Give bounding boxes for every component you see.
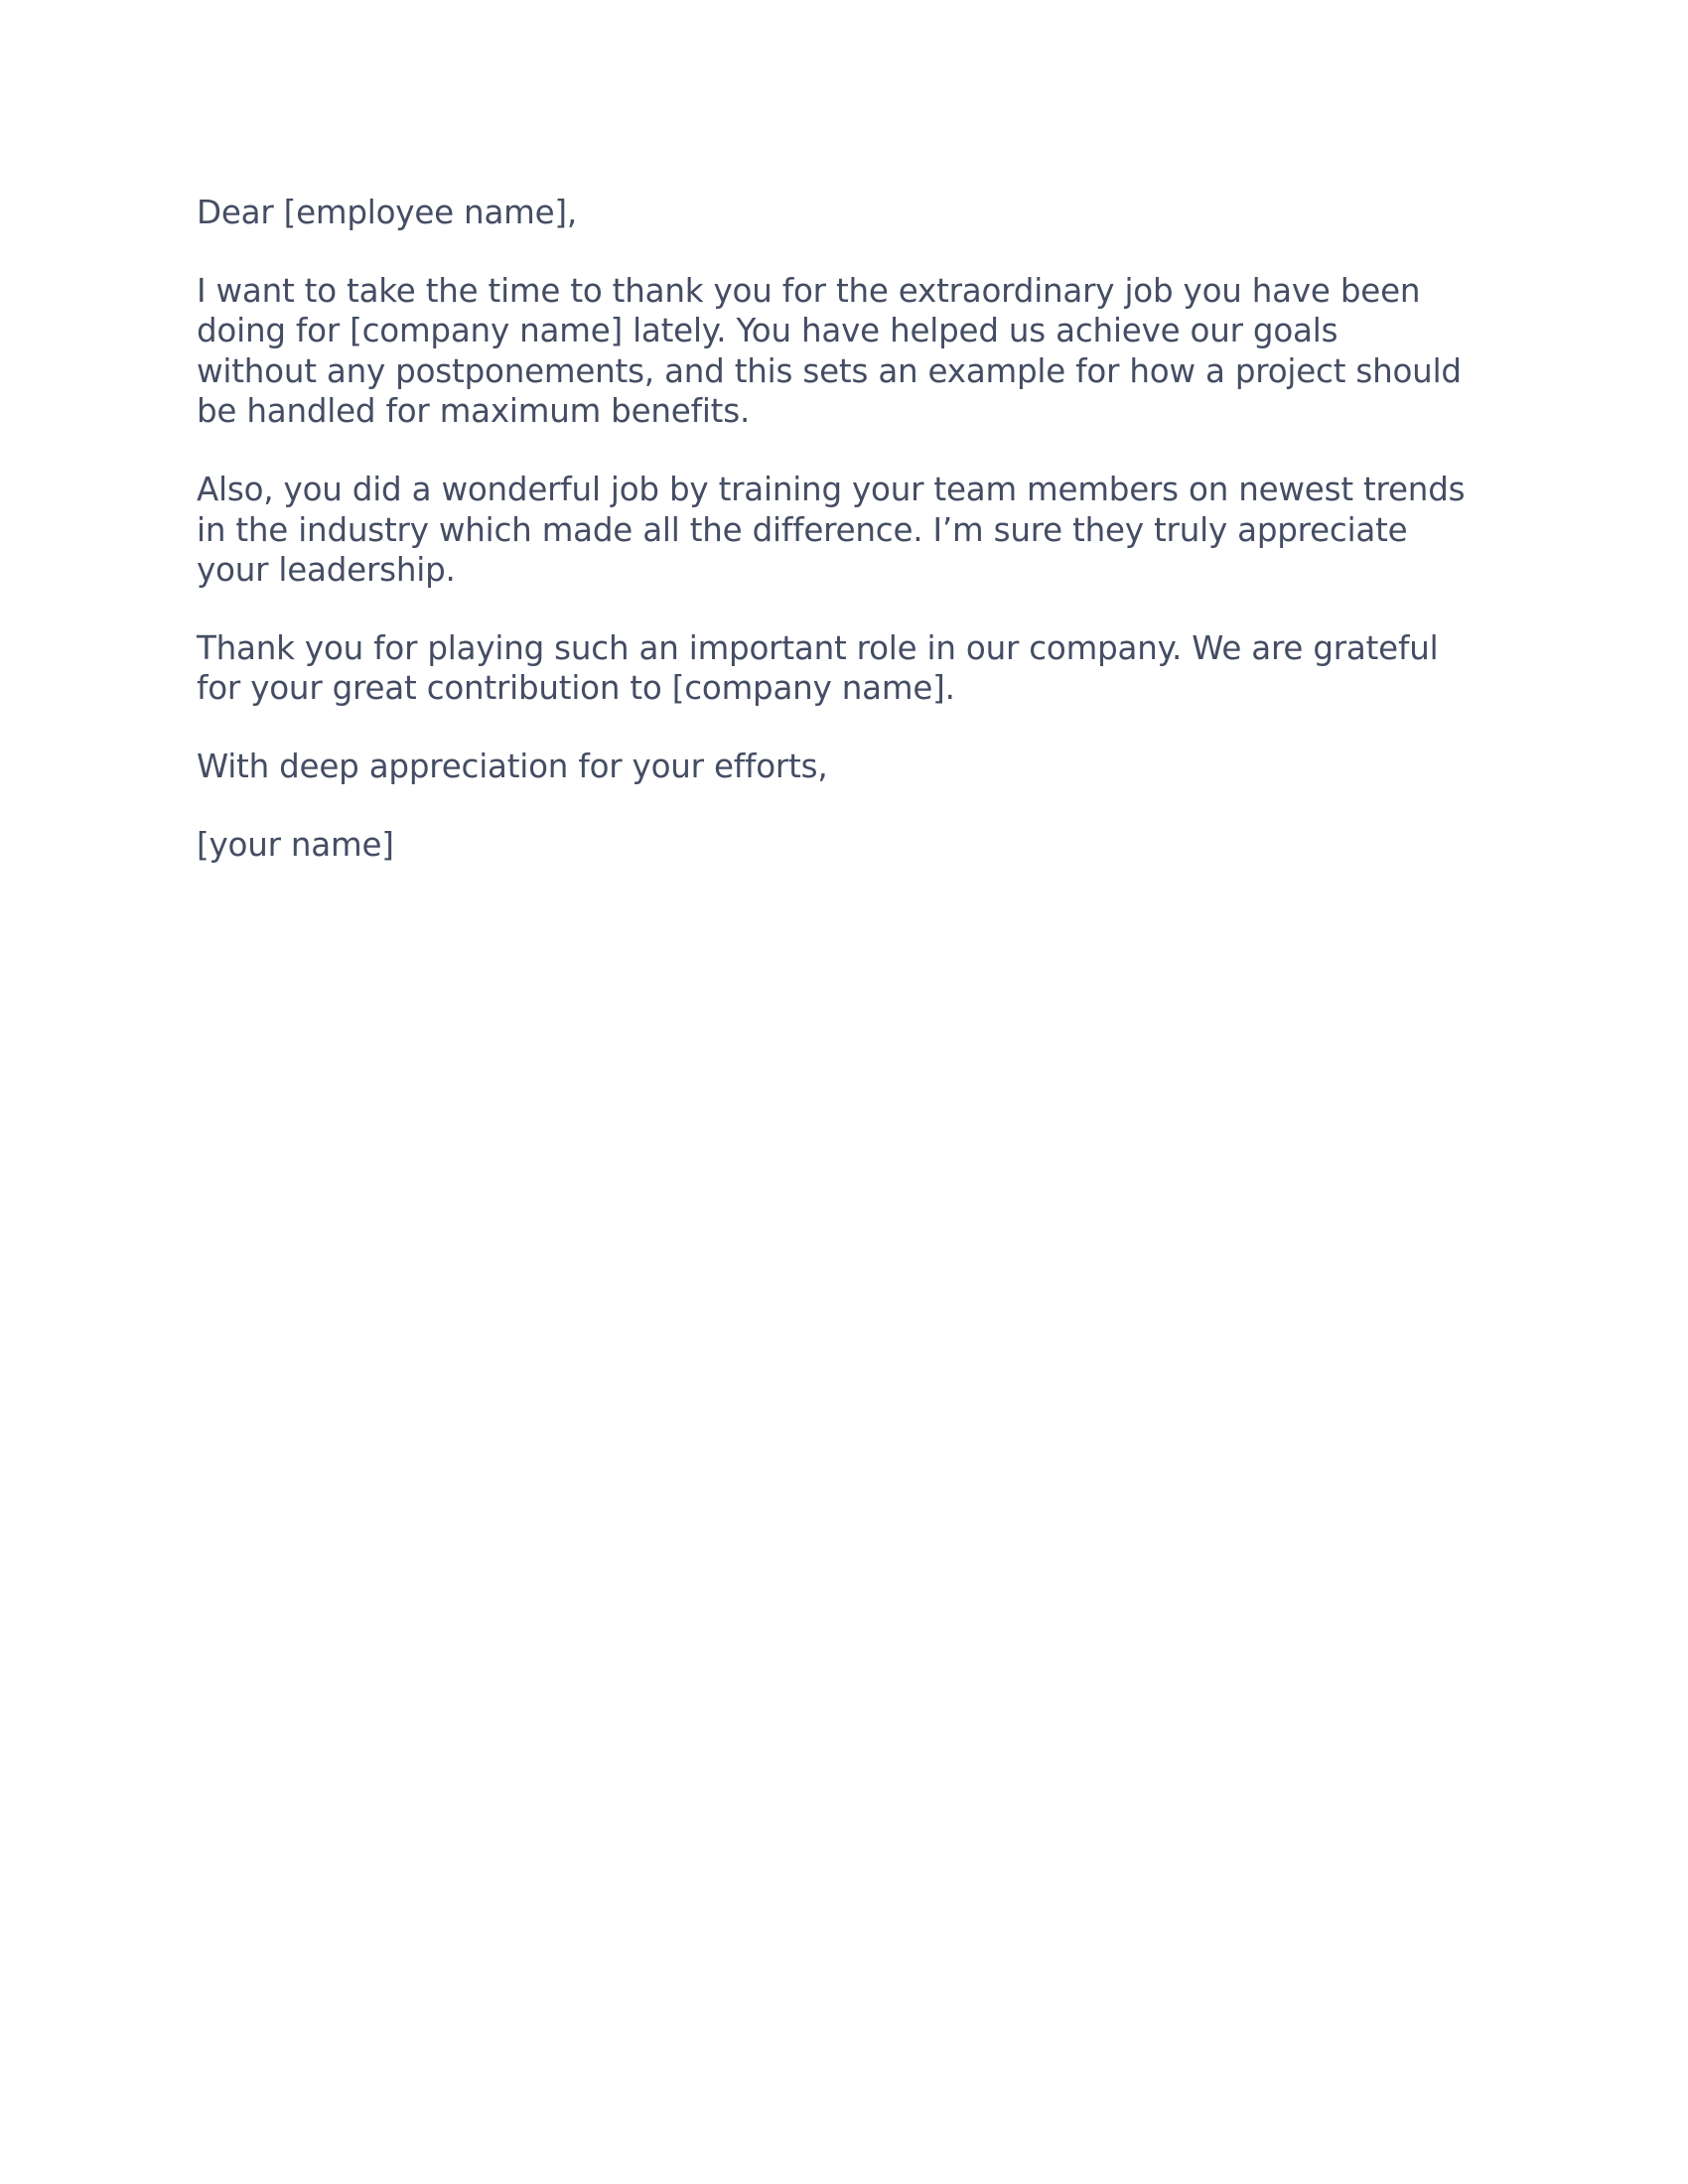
paragraph-3-line: for your great contribution to [company name]. bbox=[197, 669, 955, 708]
greeting-line: Dear [employee name], bbox=[197, 194, 578, 231]
paragraph-2 bbox=[197, 470, 1497, 591]
paragraph-1-line: doing for [company name] lately. You have helped us achieve our goals bbox=[197, 312, 1338, 350]
paragraph-1-line: without any postponements, and this sets an example for how a project should bbox=[197, 351, 1462, 390]
paragraph-3 bbox=[197, 628, 1497, 709]
letter-body bbox=[197, 193, 1497, 902]
signature-line: [your name] bbox=[197, 825, 394, 864]
paragraph-2-line: in the industry which made all the difference. I’m sure they truly appreciate bbox=[197, 510, 1408, 549]
paragraph-1 bbox=[197, 271, 1497, 432]
paragraph-2-line: Also, you did a wonderful job by training your team members on newest trends bbox=[197, 470, 1466, 508]
greeting bbox=[197, 193, 1497, 233]
paragraph-1-line: I want to take the time to thank you for the extraordinary job you have been bbox=[197, 271, 1421, 310]
closing-line: With deep appreciation for your efforts, bbox=[197, 747, 828, 785]
signature bbox=[197, 825, 1497, 866]
paragraph-3-line: Thank you for playing such an important role in our company. We are grateful bbox=[197, 628, 1439, 667]
paragraph-2-line: your leadership. bbox=[197, 551, 456, 590]
closing bbox=[197, 747, 1497, 787]
paragraph-1-line: be handled for maximum benefits. bbox=[197, 392, 751, 431]
